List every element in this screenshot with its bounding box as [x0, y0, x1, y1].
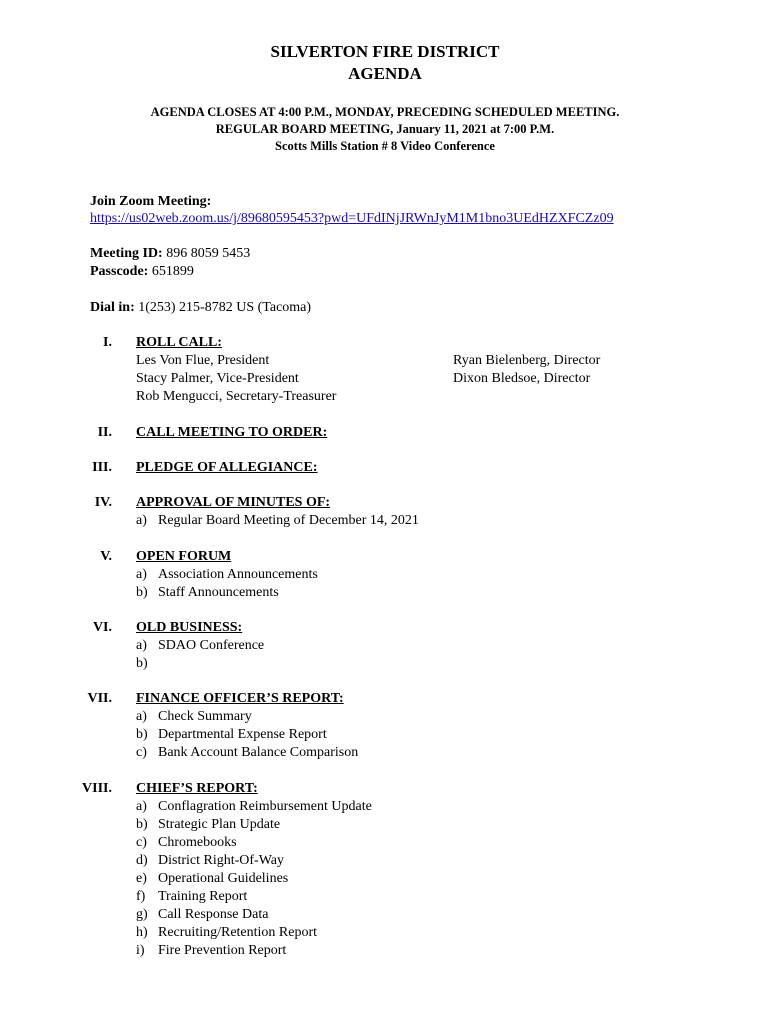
section-numeral: IV.	[94, 495, 112, 510]
closing-notice: AGENDA CLOSES AT 4:00 P.M., MONDAY, PRECEDING SCHEDULED MEETING.	[150, 105, 620, 119]
roll-call-member: Les Von Flue, President	[136, 353, 270, 368]
agenda-item	[136, 655, 264, 673]
meeting-id-value: 896 8059 5453	[166, 246, 251, 261]
section-heading: CHIEF’S REPORT:	[136, 781, 258, 796]
section-numeral: VI.	[92, 620, 112, 635]
item-letter: a)	[136, 567, 147, 582]
agenda-item	[136, 744, 358, 762]
item-text: Departmental Expense Report	[158, 727, 327, 742]
zoom-link-line	[90, 210, 614, 228]
agenda-item	[136, 834, 372, 852]
agenda-item	[136, 852, 372, 870]
item-text: Recruiting/Retention Report	[158, 925, 318, 940]
item-text: Operational Guidelines	[158, 871, 289, 886]
district-title: SILVERTON FIRE DISTRICT	[270, 42, 500, 61]
meeting-location: Scotts Mills Station # 8 Video Conference	[275, 139, 495, 153]
agenda-item	[136, 726, 358, 744]
section-item-list	[136, 637, 264, 673]
section-numeral: I.	[103, 335, 112, 350]
item-letter: a)	[136, 709, 147, 724]
item-letter: c)	[136, 745, 147, 760]
section-numeral: II.	[97, 425, 112, 440]
item-letter: b)	[136, 585, 148, 600]
section-heading: PLEDGE OF ALLEGIANCE:	[136, 460, 318, 475]
item-text: Check Summary	[158, 709, 252, 724]
roll-call-member: Dixon Bledsoe, Director	[453, 371, 591, 386]
agenda-title: AGENDA	[348, 64, 422, 83]
section-heading: OLD BUSINESS:	[136, 620, 243, 635]
agenda-item	[136, 584, 318, 602]
item-letter: b)	[136, 727, 148, 742]
item-text: Fire Prevention Report	[158, 943, 287, 958]
meeting-id-label: Meeting ID:	[90, 246, 163, 261]
section-numeral: V.	[100, 549, 112, 564]
item-text: Call Response Data	[158, 907, 269, 922]
dial-in-value: 1(253) 215-8782 US (Tacoma)	[138, 300, 312, 315]
item-letter: g)	[136, 907, 148, 922]
item-letter: a)	[136, 513, 147, 528]
item-letter: i)	[136, 943, 145, 958]
item-text: Training Report	[158, 889, 248, 904]
item-letter: a)	[136, 799, 147, 814]
join-zoom-label: Join Zoom Meeting:	[90, 194, 212, 209]
item-letter: c)	[136, 835, 147, 850]
item-letter: b)	[136, 656, 148, 671]
section-heading: CALL MEETING TO ORDER:	[136, 425, 328, 440]
roll-call-member: Rob Mengucci, Secretary-Treasurer	[136, 389, 337, 404]
agenda-item	[136, 566, 318, 584]
agenda-item	[136, 924, 372, 942]
item-letter: d)	[136, 853, 148, 868]
agenda-item	[136, 906, 372, 924]
section-numeral: VII.	[87, 691, 112, 706]
dial-in-label: Dial in:	[90, 300, 135, 315]
section-numeral: VIII.	[82, 781, 112, 796]
agenda-item	[136, 816, 372, 834]
roll-call-member: Ryan Bielenberg, Director	[453, 353, 601, 368]
agenda-item	[136, 512, 419, 530]
agenda-item	[136, 888, 372, 906]
section-heading: ROLL CALL:	[136, 335, 222, 350]
meeting-id-line	[90, 245, 250, 263]
dial-in-line	[90, 299, 311, 317]
item-letter: b)	[136, 817, 148, 832]
section-item-list	[136, 566, 318, 602]
section-item-list	[136, 708, 358, 762]
item-text: Chromebooks	[158, 835, 237, 850]
section-item-list	[136, 512, 419, 530]
zoom-meeting-link[interactable]: https://us02web.zoom.us/j/89680595453?pwd=UFdINjJRWnJyM1M1bno3UEdHZXFCZz09	[90, 211, 614, 226]
item-text: Strategic Plan Update	[158, 817, 281, 832]
agenda-item	[136, 870, 372, 888]
section-heading: APPROVAL OF MINUTES OF:	[136, 495, 331, 510]
item-text: SDAO Conference	[158, 638, 265, 653]
section-numeral: III.	[92, 460, 112, 475]
roll-call-left-list	[136, 352, 336, 406]
item-text: Conflagration Reimbursement Update	[158, 799, 372, 814]
agenda-item	[136, 708, 358, 726]
section-heading: OPEN FORUM	[136, 549, 232, 564]
item-letter: e)	[136, 871, 147, 886]
passcode-label: Passcode:	[90, 264, 149, 279]
meeting-date: REGULAR BOARD MEETING, January 11, 2021 at 7:00 P.M.	[215, 122, 555, 136]
item-letter: a)	[136, 638, 147, 653]
passcode-value: 651899	[151, 264, 194, 279]
agenda-item	[136, 798, 372, 816]
agenda-item	[136, 942, 372, 960]
roll-call-member: Stacy Palmer, Vice-President	[136, 371, 299, 386]
item-text: District Right-Of-Way	[158, 853, 285, 868]
passcode-line	[90, 263, 194, 281]
section-item-list	[136, 798, 372, 960]
section-heading: FINANCE OFFICER’S REPORT:	[136, 691, 344, 706]
item-text: Regular Board Meeting of December 14, 2021	[158, 513, 419, 528]
item-letter: h)	[136, 925, 148, 940]
item-letter: f)	[136, 889, 146, 904]
roll-call-right-list	[453, 352, 600, 388]
item-text: Association Announcements	[158, 567, 318, 582]
item-text: Staff Announcements	[158, 585, 279, 600]
agenda-item	[136, 637, 264, 655]
item-text: Bank Account Balance Comparison	[158, 745, 359, 760]
